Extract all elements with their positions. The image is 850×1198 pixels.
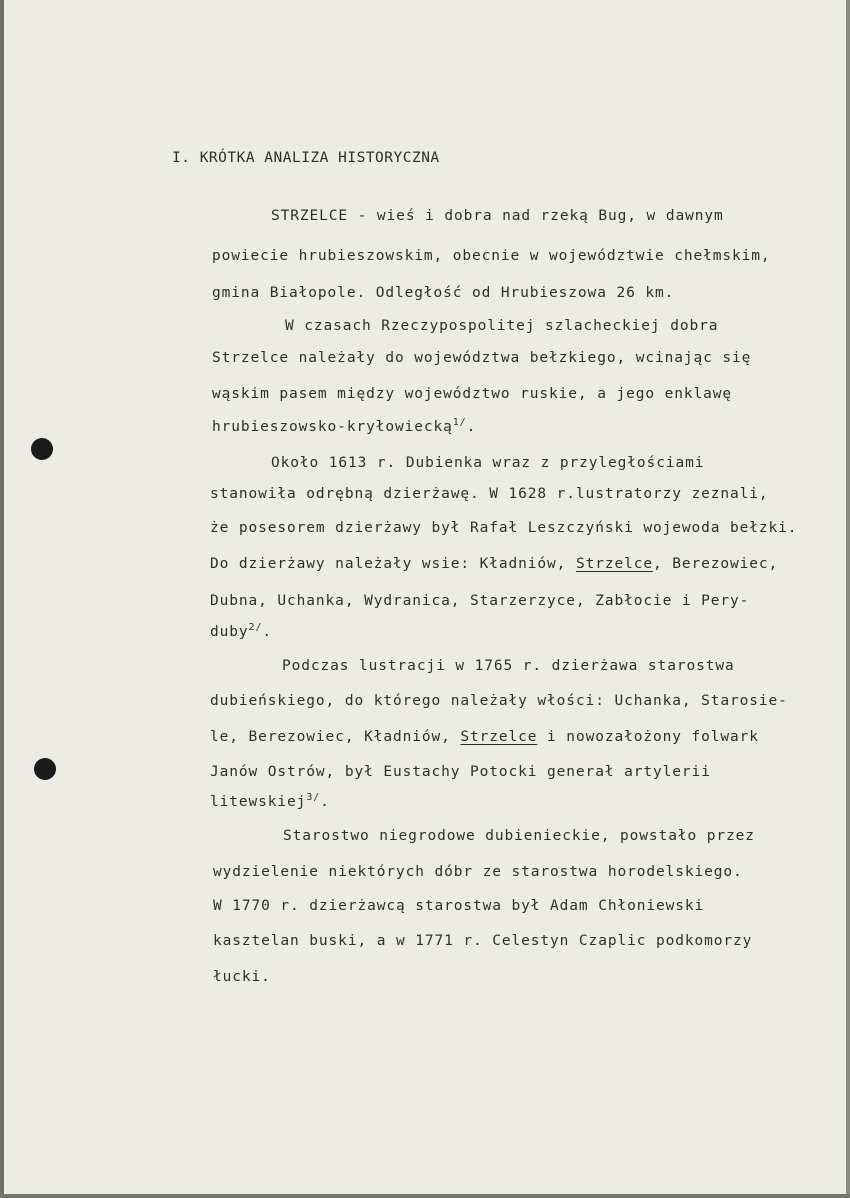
text-span: , Berezowiec, — [652, 556, 779, 572]
text-span: hrubieszowsko-kryłowiecką — [212, 418, 453, 435]
section-heading: I. KRÓTKA ANALIZA HISTORYCZNA — [172, 150, 440, 166]
underlined-place-name: Strzelce — [575, 556, 653, 572]
text-line: Starostwo niegrodowe dubienieckie, powstało przez — [283, 828, 755, 844]
text-line: wąskim pasem między województwo ruskie, a jego enklawę — [212, 386, 733, 402]
text-line: STRZELCE - wieś i dobra nad rzeką Bug, w dawnym — [271, 208, 724, 224]
text-line — [210, 622, 272, 640]
text-span: Do dzierżawy należały wsie: Kładniów, — [210, 556, 576, 572]
text-span: duby — [210, 623, 249, 640]
text-line — [212, 417, 476, 435]
text-line: powiecie hrubieszowskim, obecnie w województwie chełmskim, — [212, 248, 771, 264]
text-line: kasztelan buski, a w 1771 r. Celestyn Czaplic podkomorzy — [213, 933, 753, 949]
text-span: i nowozałożony folwark — [537, 729, 759, 745]
text-span: litewskiej — [210, 793, 307, 810]
text-line: Strzelce należały do województwa bełzkiego, wcinając się — [212, 350, 752, 366]
page-edge-left — [0, 0, 4, 1198]
text-line — [210, 729, 759, 745]
text-line: stanowiła odrębną dzierżawę. W 1628 r.lustratorzy zeznali, — [210, 486, 769, 502]
punch-hole — [31, 438, 53, 460]
text-line: Podczas lustracji w 1765 r. dzierżawa starostwa — [282, 658, 735, 674]
text-line — [210, 792, 330, 810]
text-span: . — [262, 623, 273, 640]
text-span: . — [320, 793, 330, 810]
punch-hole — [34, 758, 56, 780]
text-line: łucki. — [213, 969, 271, 985]
text-line: Dubna, Uchanka, Wydranica, Starzerzyce, Zabłocie i Pery- — [210, 593, 750, 609]
page-edge-right — [846, 0, 850, 1198]
text-line: wydzielenie niektórych dóbr ze starostwa horodelskiego. — [213, 864, 743, 880]
text-line: W czasach Rzeczypospolitej szlacheckiej dobra — [285, 318, 719, 334]
footnote-ref: 2/ — [248, 622, 263, 633]
text-line: gmina Białopole. Odległość od Hrubieszowa 26 km. — [212, 285, 675, 301]
underlined-place-name: Strzelce — [460, 729, 538, 745]
text-line: że posesorem dzierżawy był Rafał Leszczyński wojewoda bełzki. — [210, 520, 798, 536]
text-span: le, Berezowiec, Kładniów, — [210, 729, 461, 745]
page-edge-bottom — [0, 1194, 850, 1198]
footnote-ref: 3/ — [306, 792, 321, 803]
footnote-ref: 1/ — [452, 417, 467, 428]
text-line: dubieńskiego, do którego należały włości: Uchanka, Starosie- — [210, 693, 788, 709]
text-span: . — [466, 418, 477, 435]
text-line — [210, 556, 778, 572]
text-line: Około 1613 r. Dubienka wraz z przyległościami — [271, 455, 705, 471]
text-line: Janów Ostrów, był Eustachy Potocki generał artylerii — [210, 764, 711, 780]
text-line: W 1770 r. dzierżawcą starostwa był Adam Chłoniewski — [213, 898, 705, 914]
